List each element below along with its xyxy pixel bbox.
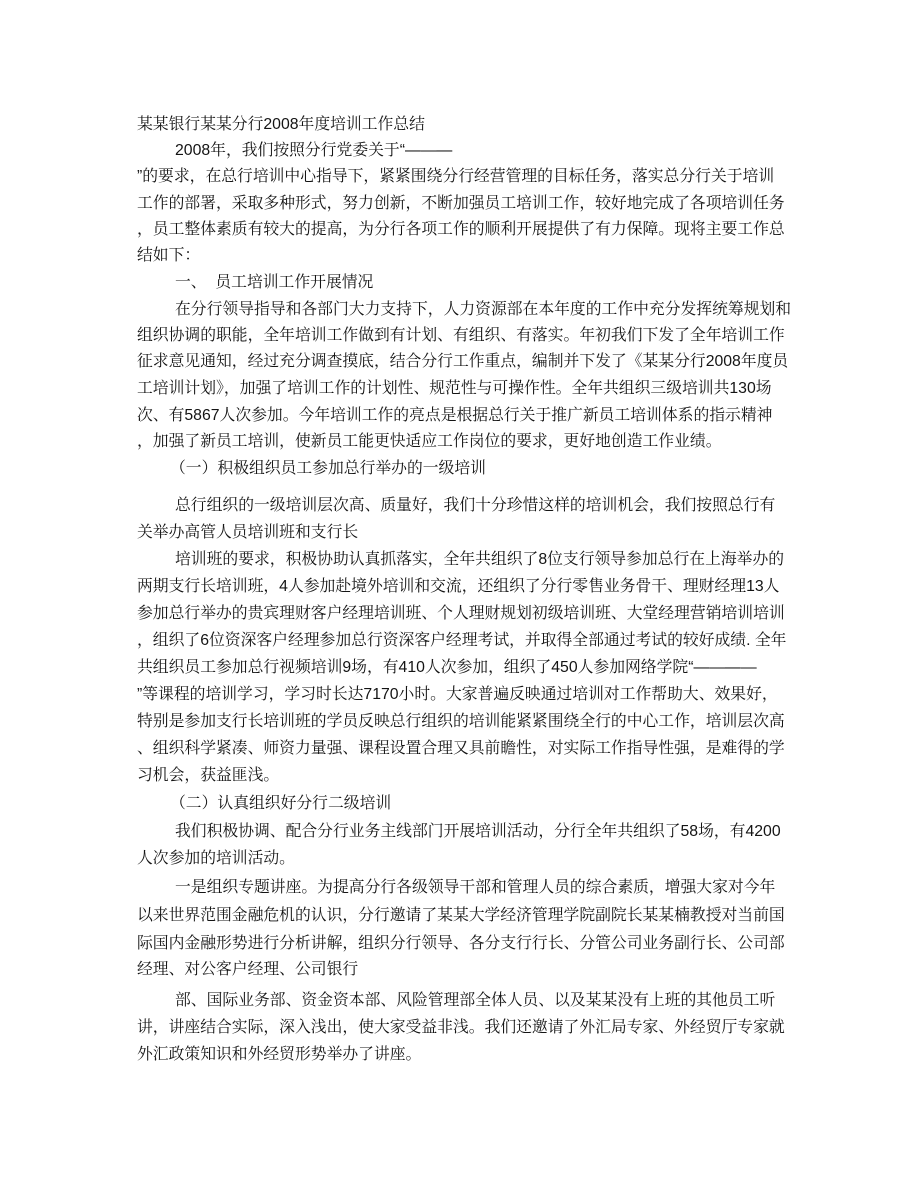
- paragraph-line: 工培训计划》，加强了培训工作的计划性、规范性与可操作性。全年共组织三级培训共130场: [137, 380, 772, 397]
- paragraph-line: 以来世界范围金融危机的认识，分行邀请了某某大学经济管理学院副院长某某楠教授对当前国: [137, 907, 785, 924]
- paragraph-line: 征求意见通知，经过充分调查摸底，结合分行工作重点，编制并下发了《某某分行2008年度员: [137, 353, 789, 370]
- paragraph-line: 总行组织的一级培训层次高、质量好，我们十分珍惜这样的培训机会，我们按照总行有: [175, 497, 776, 514]
- paragraph-line: 部、国际业务部、资金资本部、风险管理部全体人员、以及某某没有上班的其他员工听: [175, 992, 776, 1009]
- paragraph-line: 、组织科学紧凑、师资力量强、课程设置合理又具前瞻性，对实际工作指导性强，是难得的学: [137, 740, 785, 757]
- paragraph-line: 特别是参加支行长培训班的学员反映总行组织的培训能紧紧围绕全行的中心工作，培训层次高: [137, 713, 785, 730]
- paragraph-line: 2008年，我们按照分行党委关于“———: [175, 142, 453, 159]
- subsection-heading: （一）积极组织员工参加总行举办的一级培训: [170, 460, 486, 477]
- paragraph-line: 经理、对公客户经理、公司银行: [137, 961, 359, 978]
- paragraph-line: 结如下：: [137, 247, 201, 264]
- paragraph-line: 培训班的要求，积极协助认真抓落实，全年共组织了8位支行领导参加总行在上海举办的: [175, 551, 785, 568]
- paragraph-line: 共组织员工参加总行视频培训9场，有410人次参加，组织了450人参加网络学院“————: [137, 659, 757, 676]
- subsection-heading: （二）认真组织好分行二级培训: [170, 795, 392, 812]
- paragraph-line: 工作的部署，采取多种形式，努力创新，不断加强员工培训工作，较好地完成了各项培训任务: [137, 195, 785, 212]
- paragraph-line: 参加总行举办的贵宾理财客户经理培训班、个人理财规划初级培训班、大堂经理营销培训培训: [137, 605, 785, 622]
- paragraph-line: 两期支行长培训班，4人参加赴境外培训和交流，还组织了分行零售业务骨干、理财经理13人: [137, 578, 780, 595]
- paragraph-line: 一是组织专题讲座。为提高分行各级领导干部和管理人员的综合素质，增强大家对今年: [175, 879, 776, 896]
- paragraph-line: 次、有5867人次参加。今年培训工作的亮点是根据总行关于推广新员工培训体系的指示精神: [137, 407, 773, 424]
- paragraph-line: ”的要求，在总行培训中心指导下，紧紧围绕分行经营管理的目标任务，落实总分行关于培训: [137, 168, 775, 185]
- paragraph-line: 组织协调的职能，全年培训工作做到有计划、有组织、有落实。年初我们下发了全年培训工作: [137, 327, 785, 344]
- paragraph-line: 习机会，获益匪浅。: [137, 767, 280, 784]
- section-heading: 一、 员工培训工作开展情况: [175, 274, 374, 291]
- document-title: 某某银行某某分行2008年度培训工作总结: [137, 116, 425, 133]
- paragraph-line: 讲，讲座结合实际，深入浅出，使大家受益非浅。我们还邀请了外汇局专家、外经贸厅专家就: [137, 1019, 785, 1036]
- paragraph-line: ”等课程的培训学习，学习时长达7170小时。大家普遍反映通过培训对工作帮助大、效果好，: [137, 686, 778, 703]
- paragraph-line: ，员工整体素质有较大的提高，为分行各项工作的顺利开展提供了有力保障。现将主要工作总: [137, 221, 785, 238]
- paragraph-line: ，加强了新员工培训，使新员工能更快适应工作岗位的要求，更好地创造工作业绩。: [137, 433, 722, 450]
- paragraph-line: ，组织了6位资深客户经理参加总行资深客户经理考试，并取得全部通过考试的较好成绩. 全年: [137, 632, 787, 649]
- paragraph-line: 外汇政策知识和外经贸形势举办了讲座。: [137, 1046, 422, 1063]
- paragraph-line: 关举办高管人员培训班和支行长: [137, 524, 359, 541]
- paragraph-line: 在分行领导指导和各部门大力支持下，人力资源部在本年度的工作中充分发挥统筹规划和: [175, 301, 792, 318]
- paragraph-line: 际国内金融形势进行分析讲解，组织分行领导、各分支行行长、分管公司业务副行长、公司部: [137, 935, 785, 952]
- paragraph-line: 我们积极协调、配合分行业务主线部门开展培训活动，分行全年共组织了58场，有4200: [175, 823, 781, 840]
- paragraph-line: 人次参加的培训活动。: [137, 850, 295, 867]
